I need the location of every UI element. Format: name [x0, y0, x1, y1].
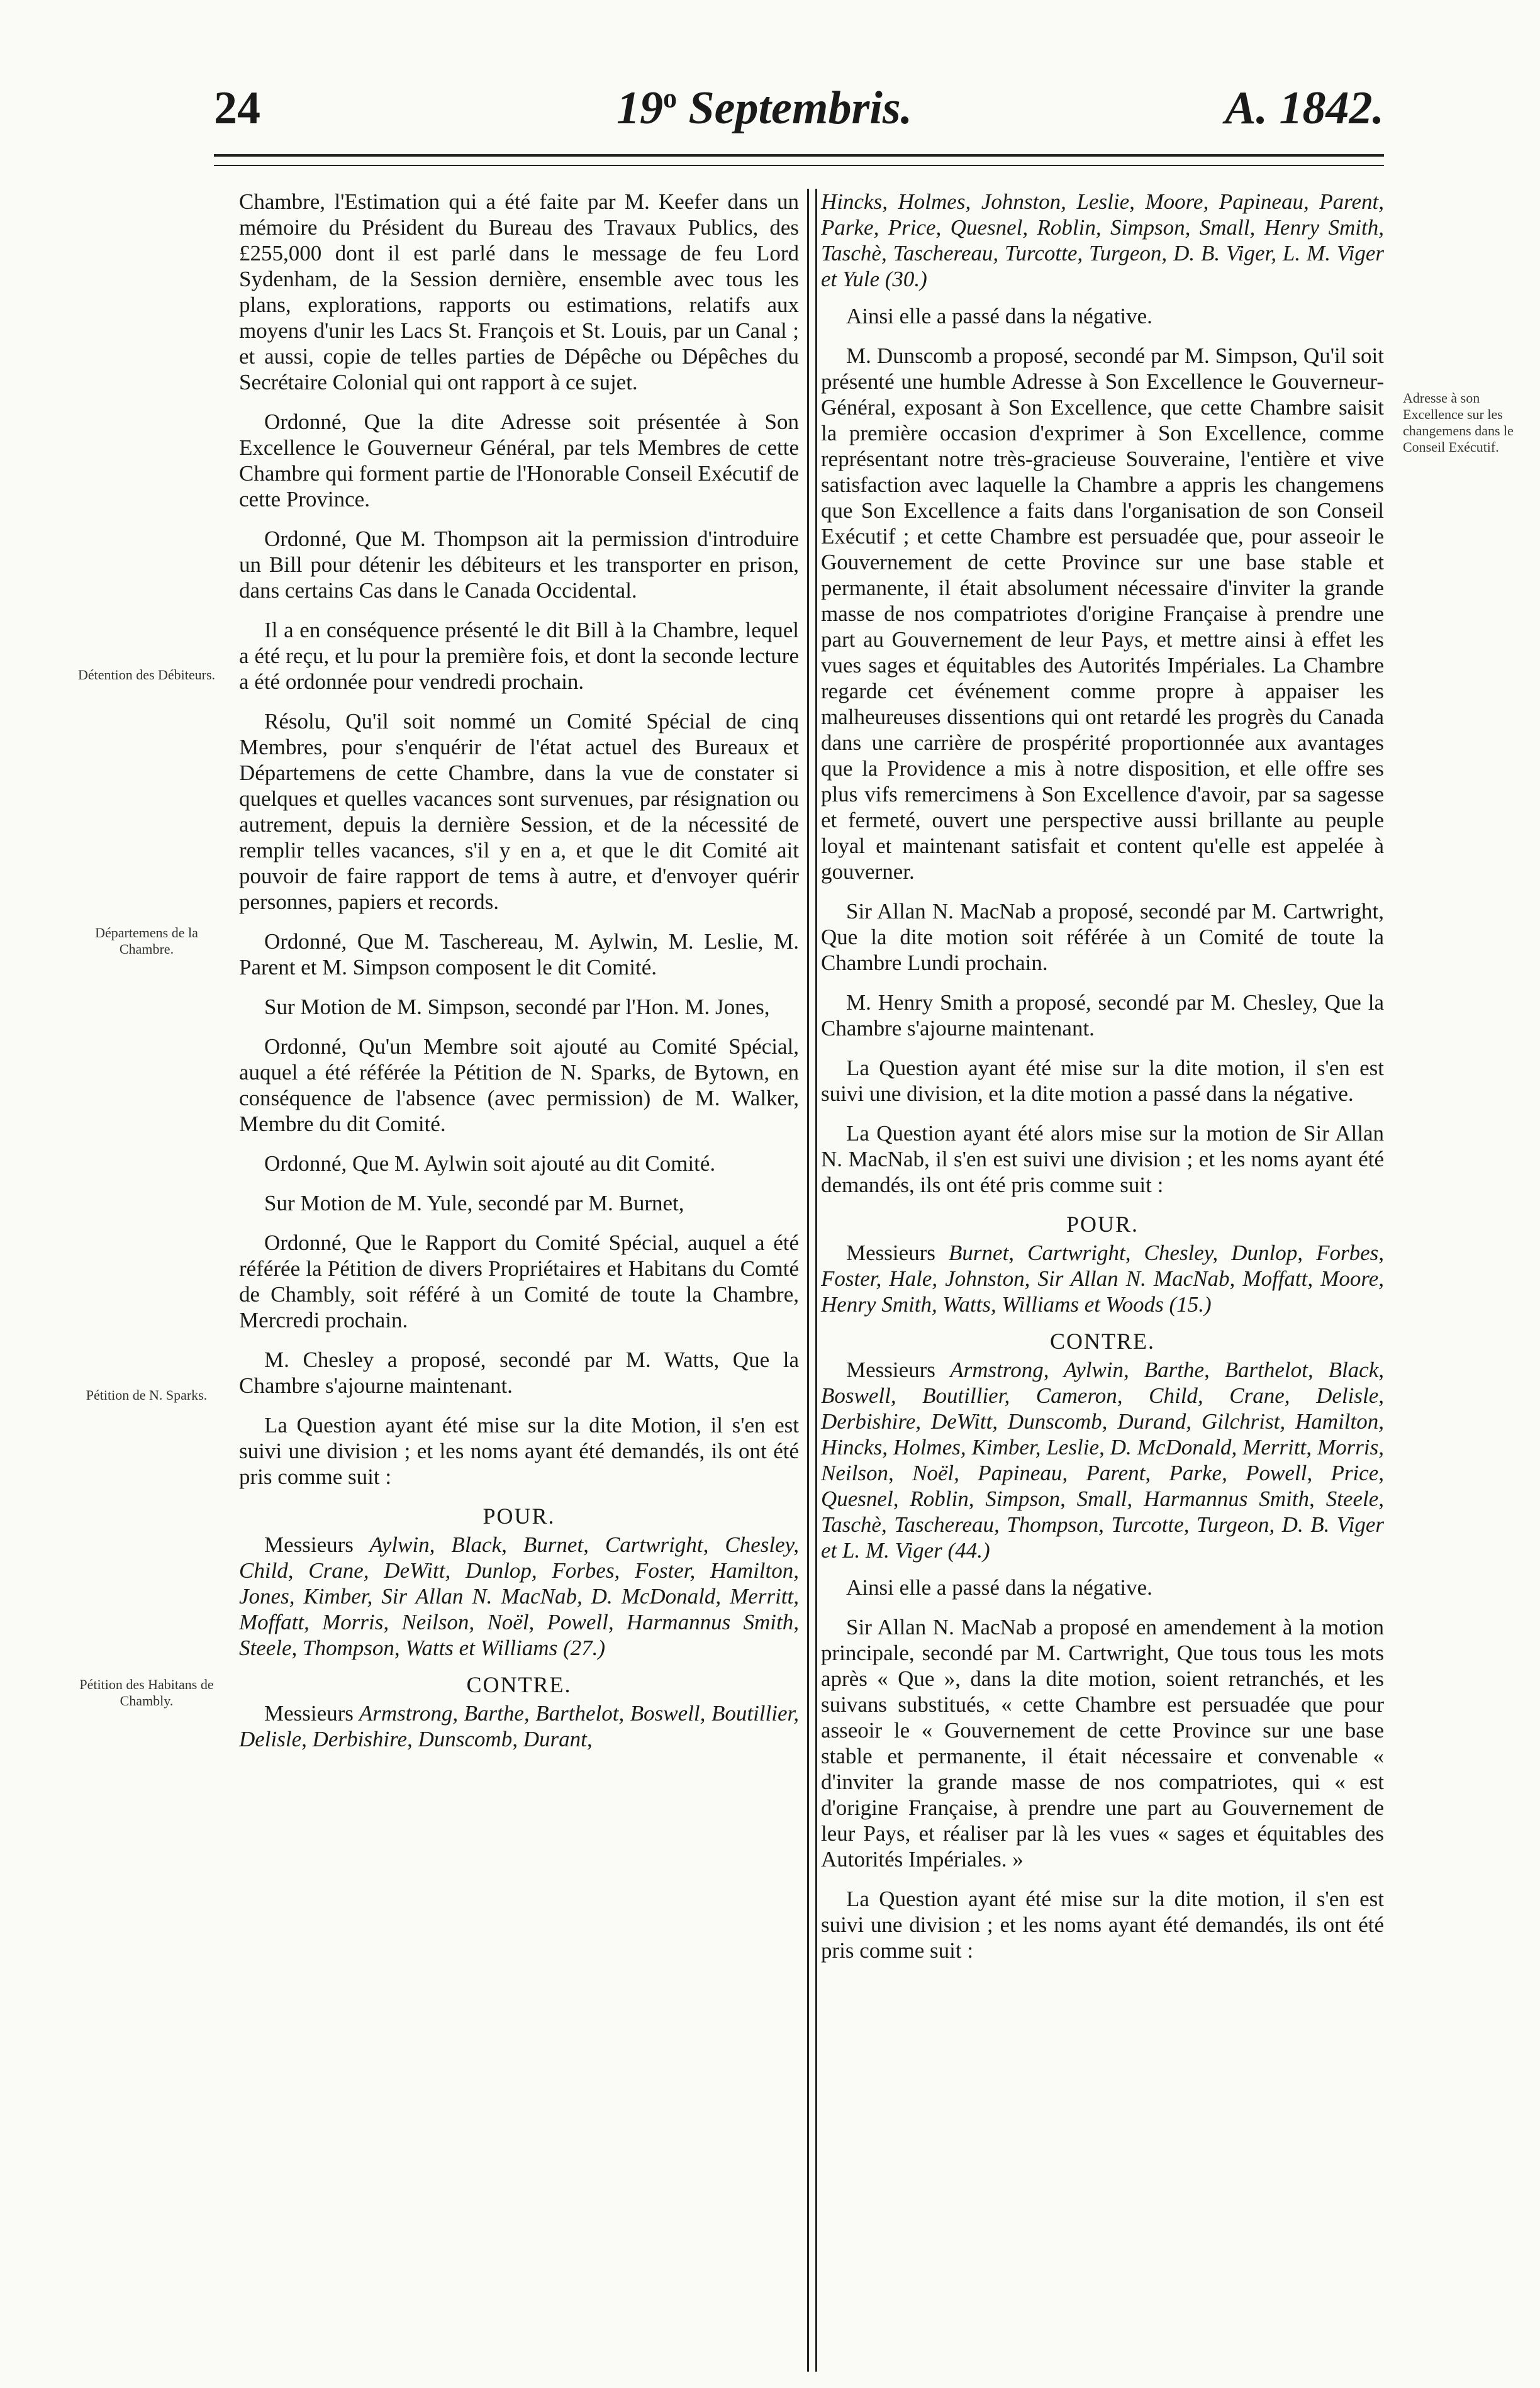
vote-lead: Messieurs: [846, 1241, 935, 1265]
paragraph: M. Henry Smith a proposé, secondé par M. Chesley, Que la Chambre s'ajourne maintenant.: [821, 990, 1384, 1041]
margin-note-departemens: Départemens de la Chambre.: [95, 925, 198, 957]
margin-note-chambly: Pétition des Habitans de Chambly.: [79, 1677, 214, 1709]
paragraph: La Question ayant été mise sur la dite motion, il s'en est suivi une division ; et les noms ayant été demandés, ils ont été pris comme suit :: [821, 1887, 1384, 1963]
vote-names-pour: [821, 1240, 1384, 1317]
margin-note-debiteurs: Détention des Débiteurs.: [77, 667, 216, 683]
header-rule-thin: [214, 165, 1384, 166]
vote-heading-pour: POUR.: [1066, 1212, 1139, 1237]
vote-heading-contre: CONTRE.: [466, 1672, 572, 1697]
paragraph: Ordonné, Que M. Taschereau, M. Aylwin, M. Leslie, M. Parent et M. Simpson composent le dit Comité.: [239, 929, 799, 979]
left-column: [239, 189, 799, 1763]
paragraph: Ordonné, Que M. Thompson ait la permission d'introduire un Bill pour détenir les débiteurs et les transporter en prison, dans certains Cas dans le Canada Occidental.: [239, 527, 799, 603]
vote-names-contre: [821, 1357, 1384, 1563]
vote-heading-contre: CONTRE.: [1050, 1329, 1155, 1354]
right-column: [821, 189, 1384, 1977]
paragraph: M. Dunscomb a proposé, secondé par M. Simpson, Qu'il soit présenté une humble Adresse à Son Excellence le Gouverneur-Général, exposant à Son Excellence, que cette Chambre saisit la première occasion d'exprimer à Son Excellence, comme représentant notre très-gracieuse Souveraine, l'entière et vive satisfaction avec laquelle la Chambre a appris les changemens que Son Excellence a faits dans l'organisation de son Conseil Exécutif ; et cette Chambre est persuadée que, pour asseoir le Gouvernement de cette Province sur une base stable et permanente, il était absolument nécessaire d'inviter la grande masse de nos compatriotes d'origine Française à prendre une part au Gouvernement de leur Pays, et mettre ainsi à effet les vues sages et équitables des Autorités Impériales. La Chambre regarde cet événement comme propre à appaiser les malheureuses dissentions qui ont retardé les progrès du Canada dans une carrière de prospérité proportionnée aux avantages que la Providence a mis à notre disposition, et elle offre ses plus vifs remercimens à Son Excellence d'avoir, par sa sagesse et fermeté, ouvert une perspective aussi brillante au peuple loyal et maintenant satisfait et content qu'elle est appelée à gouverner.: [821, 343, 1384, 884]
vote-names: Aylwin, Black, Burnet, Cartwright, Chesley, Child, Crane, DeWitt, Dunlop, Forbes, Foster, Hamilton, Jones, Kimber, Sir Allan N. MacNab, D. McDonald, Merritt, Moffatt, Morris, Neilson, Noël, Powell, Harmannus Smith, Steele, Thompson, Watts et Williams (27.): [239, 1532, 799, 1660]
header-day: 19: [617, 82, 663, 134]
column-divider: [807, 189, 817, 2372]
paragraph: Ordonné, Que le Rapport du Comité Spécial, auquel a été référée la Pétition de divers Propriétaires et Habitans du Comté de Chambly, soit référé à un Comité de toute la Chambre, Mercredi prochain.: [239, 1230, 799, 1332]
paragraph: Sir Allan N. MacNab a proposé en amendement à la motion principale, secondé par M. Cartwright, Que tous tous les mots après « Que », dans la dite motion, soient retranchés, et les suivans substitués, « cette Chambre est persuadée que pour asseoir le « Gouvernement de cette Province sur une base stable et permanente, il était nécessaire et convenable « d'inviter la grande masse de nos compatriotes, qui « est d'origine Française, à prendre une part au Gouvernement de leur Pays, et réaliser par là les vues « sages et équitables des Autorités Impériales. »: [821, 1615, 1384, 1872]
margin-note-adresse: Adresse à son Excellence sur les changemens dans le Conseil Exécutif.: [1403, 390, 1514, 455]
vote-heading-pour: POUR.: [483, 1504, 555, 1529]
page-number: 24: [214, 82, 260, 134]
paragraph: Sir Allan N. MacNab a proposé, secondé par M. Cartwright, Que la dite motion soit référée à un Comité de toute la Chambre Lundi prochain.: [821, 899, 1384, 975]
header-year: A. 1842.: [1225, 82, 1384, 134]
paragraph: Il a en conséquence présenté le dit Bill à la Chambre, lequel a été reçu, et lu pour la première fois, et dont la seconde lecture a été ordonnée pour vendredi prochain.: [239, 618, 799, 694]
paragraph: Ordonné, Qu'un Membre soit ajouté au Comité Spécial, auquel a été référée la Pétition de N. Sparks, de Bytown, en conséquence de l'absence (avec permission) de M. Walker, Membre du dit Comité.: [239, 1034, 799, 1136]
paragraph: Ainsi elle a passé dans la négative.: [846, 1575, 1152, 1600]
margin-note-sparks: Pétition de N. Sparks.: [86, 1387, 208, 1403]
paragraph: Sur Motion de M. Simpson, secondé par l'Hon. M. Jones,: [264, 995, 770, 1019]
vote-names: Burnet, Cartwright, Chesley, Dunlop, Forbes, Foster, Hale, Johnston, Sir Allan N. MacNab, Moffatt, Moore, Henry Smith, Watts, Williams et Woods (15.): [821, 1241, 1384, 1317]
paragraph: La Question ayant été mise sur la dite Motion, il s'en est suivi une division ; et les noms ayant été demandés, ils ont été pris comme suit :: [239, 1413, 799, 1489]
paragraph: Ainsi elle a passé dans la négative.: [846, 304, 1152, 328]
paragraph: Résolu, Qu'il soit nommé un Comité Spécial de cinq Membres, pour s'enquérir de l'état actuel des Bureaux et Départemens de cette Chambre, dans la vue de constater si quelques et quelles vacances sont survenues, par résignation ou autrement, depuis la dernière Session, et de la nécessité de remplir telles vacances, s'il y en a, et que le dit Comité ait pouvoir de faire rapport de tems à autre, et d'envoyer quérir personnes, papiers et records.: [239, 709, 799, 914]
vote-lead: Messieurs: [846, 1358, 935, 1382]
vote-names: Armstrong, Barthe, Barthelot, Boswell, Boutillier, Delisle, Derbishire, Dunscomb, Durant,: [239, 1701, 799, 1751]
vote-names-pour: [239, 1532, 799, 1661]
header-date: [617, 82, 912, 135]
vote-lead: Messieurs: [264, 1701, 354, 1726]
header-month: Septembris.: [688, 82, 913, 134]
vote-names: Armstrong, Aylwin, Barthe, Barthelot, Black, Boswell, Boutillier, Cameron, Child, Crane, Delisle, Derbishire, DeWitt, Dunscomb, Durand, Gilchrist, Hamilton, Hincks, Holmes, Kimber, Leslie, D. McDonald, Merritt, Morris, Neilson, Noël, Papineau, Parent, Parke, Powell, Price, Quesnel, Roblin, Simpson, Small, Harmannus Smith, Steele, Taschè, Taschereau, Thompson, Turcotte, Turgeon, D. B. Viger et L. M. Viger (44.): [821, 1358, 1384, 1563]
page-header: [189, 75, 1384, 145]
vote-names-contre: [239, 1700, 799, 1752]
paragraph: M. Chesley a proposé, secondé par M. Watts, Que la Chambre s'ajourne maintenant.: [239, 1347, 799, 1398]
paragraph: Ordonné, Que la dite Adresse soit présentée à Son Excellence le Gouverneur Général, par tels Membres de cette Chambre qui forment partie de l'Honorable Conseil Exécutif de cette Province.: [239, 410, 799, 511]
header-day-suffix: o: [663, 82, 677, 114]
paragraph: La Question ayant été mise sur la dite motion, il s'en est suivi une division, et la dite motion a passé dans la négative.: [821, 1056, 1384, 1106]
paragraph: La Question ayant été alors mise sur la motion de Sir Allan N. MacNab, il s'en est suivi une division ; et les noms ayant été demandés, ils ont été pris comme suit :: [821, 1121, 1384, 1197]
paragraph: Chambre, l'Estimation qui a été faite par M. Keefer dans un mémoire du Président du Bureau des Travaux Publics, des £255,000 dont il est parlé dans le message de feu Lord Sydenham, de la Session dernière, ensemble avec tous les plans, explorations, rapports ou estimations, relatifs aux moyens d'unir les Lacs St. François et St. Louis, par un Canal ; et aussi, copie de telles parties de Dépêche ou Dépêches du Secrétaire Colonial qui ont rapport à ce sujet.: [239, 189, 799, 394]
header-rule-thick: [214, 154, 1384, 157]
paragraph: Hincks, Holmes, Johnston, Leslie, Moore, Papineau, Parent, Parke, Price, Quesnel, Roblin, Simpson, Small, Henry Smith, Taschè, Taschereau, Turcotte, Turgeon, D. B. Viger, L. M. Viger et Yule (30.): [821, 189, 1384, 291]
paragraph: Sur Motion de M. Yule, secondé par M. Burnet,: [264, 1191, 684, 1215]
vote-lead: Messieurs: [264, 1532, 354, 1557]
paragraph: Ordonné, Que M. Aylwin soit ajouté au dit Comité.: [264, 1151, 716, 1176]
